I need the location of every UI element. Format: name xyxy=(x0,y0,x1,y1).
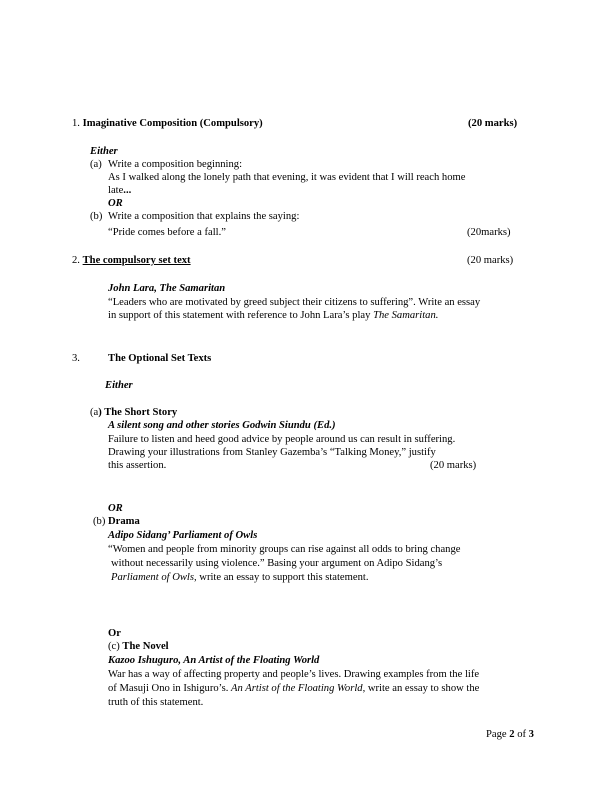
q1-or: OR xyxy=(108,198,123,209)
q3c-line2 xyxy=(108,683,479,696)
q2-play-title: The Samaritan. xyxy=(373,310,439,321)
q3b-line1: “Women and people from minority groups can rise against all odds to bring change xyxy=(108,544,461,555)
q3-or-2: Or xyxy=(108,628,121,639)
q3a-heading xyxy=(90,407,177,420)
q3c-novel-title: An Artist of the Floating World, xyxy=(231,683,366,694)
q3b-line3-text: write an essay to support this statement. xyxy=(196,572,369,583)
q3c-line1: War has a way of affecting property and people’s lives. Drawing examples from the life xyxy=(108,669,480,680)
q1-title: Imaginative Composition (Compulsory) xyxy=(82,118,263,129)
q2-marks: (20 marks) xyxy=(467,255,514,266)
page-of: of xyxy=(514,729,529,740)
q3b-title: Drama xyxy=(108,516,140,527)
q3b-heading xyxy=(93,516,140,529)
q3c-title: The Novel xyxy=(122,641,169,652)
q2-line1: “Leaders who are motivated by greed subject their citizens to suffering”. Write an essay xyxy=(108,297,481,308)
q3b-line3 xyxy=(111,572,368,585)
q3a-text-title: A silent song and other stories Godwin Siundu (Ed.) xyxy=(108,420,336,431)
q3c-text-title: Kazoo Ishuguro, An Artist of the Floating World xyxy=(108,655,320,666)
q3a-line3: this assertion. xyxy=(108,460,167,471)
q3a-title: ) The Short Story xyxy=(98,407,178,418)
q3a-marks: (20 marks) xyxy=(430,460,477,471)
q2-heading xyxy=(72,255,191,268)
q1b-marks: (20marks) xyxy=(467,227,511,238)
q2-text-title: John Lara, The Samaritan xyxy=(108,283,226,294)
q3a-line1: Failure to listen and heed good advice by people around us can result in suffering. xyxy=(108,434,456,445)
q3b-label: (b) xyxy=(93,516,106,527)
q3b-line2: without necessarily using violence.” Basing your argument on Adipo Sidang’s xyxy=(111,558,443,569)
q3-title: The Optional Set Texts xyxy=(108,353,212,364)
q1a-line1: Write a composition beginning: xyxy=(108,159,243,170)
q2-line2 xyxy=(108,310,438,323)
q3c-line2-rest: write an essay to show the xyxy=(365,683,480,694)
q1a-line2: As I walked along the lonely path that evening, it was evident that I will reach home xyxy=(108,172,466,183)
q1-marks: (20 marks) xyxy=(468,118,518,129)
q3c-line2-text: of Masuji Ono in Ishiguro’s. xyxy=(108,683,232,694)
q1a-label: (a) xyxy=(90,159,102,170)
q1a-line3 xyxy=(108,185,131,198)
q2-number: 2. xyxy=(72,255,80,266)
q3-either: Either xyxy=(105,380,133,391)
q2-line2-text: in support of this statement with reference to John Lara’s play xyxy=(108,310,374,321)
q3c-line3: truth of this statement. xyxy=(108,697,204,708)
page-total: 3 xyxy=(528,729,534,740)
q3c-heading xyxy=(108,641,169,654)
q2-title: The compulsory set text xyxy=(82,255,191,266)
q1a-ellipsis: ... xyxy=(123,185,132,196)
page-current: 2 xyxy=(509,729,515,740)
page-number xyxy=(486,729,534,742)
q1a-line3-text: late xyxy=(108,185,124,196)
q3b-text-title: Adipo Sidang’ Parliament of Owls xyxy=(108,530,258,541)
q1-either: Either xyxy=(90,146,118,157)
page-prefix: Page xyxy=(486,729,510,740)
q3-or-1: OR xyxy=(108,503,123,514)
q1b-line2: “Pride comes before a fall.” xyxy=(108,227,226,238)
q3a-label: (a xyxy=(90,407,99,418)
q1-heading xyxy=(72,118,263,131)
q1b-label: (b) xyxy=(90,211,103,222)
q3c-label: (c) xyxy=(108,641,120,652)
q3a-line2: Drawing your illustrations from Stanley Gazemba’s “Talking Money,” justify xyxy=(108,447,436,458)
q3b-play-title: Parliament of Owls, xyxy=(111,572,197,583)
q1-number: 1. xyxy=(72,118,80,129)
q3-number: 3. xyxy=(72,353,80,364)
q1b-line1: Write a composition that explains the saying: xyxy=(108,211,300,222)
